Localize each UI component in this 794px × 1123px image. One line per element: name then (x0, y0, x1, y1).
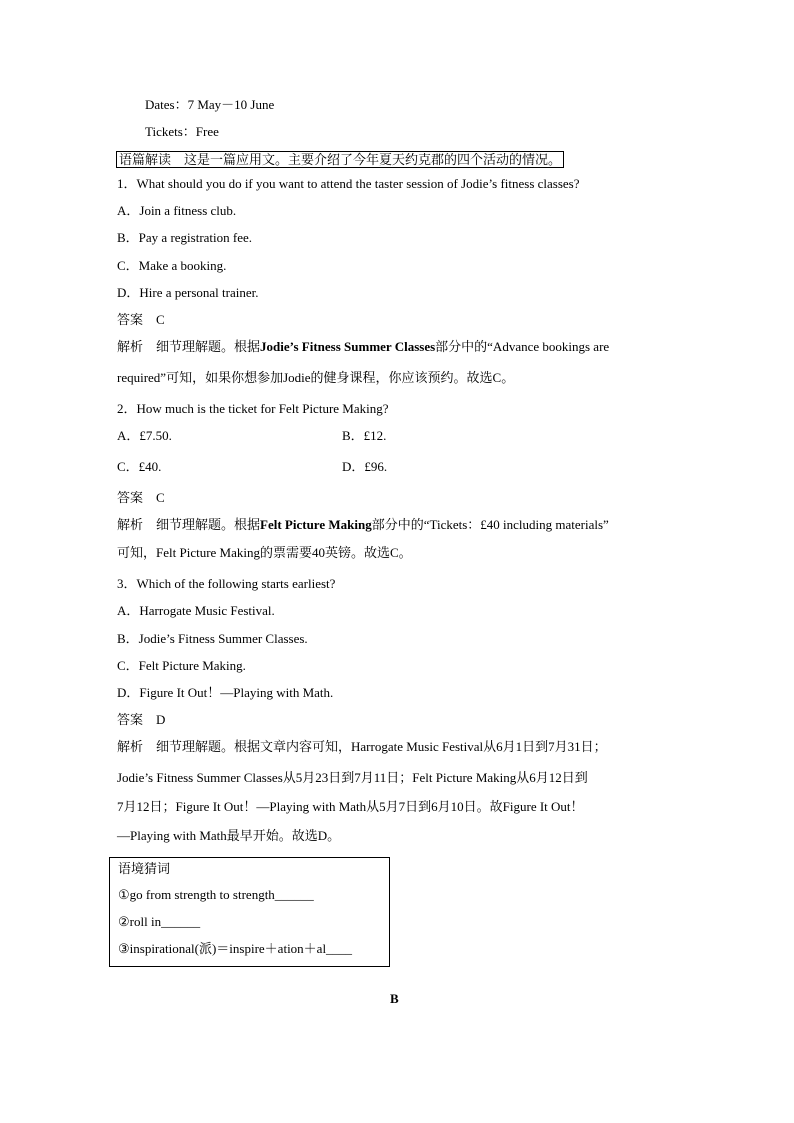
q1-option-a: A．Join a fitness club. (117, 203, 237, 218)
q3-analysis-line4: —Playing with Math最早开始。故选D。 (117, 828, 341, 843)
q1-option-c: C．Make a booking. (117, 258, 227, 273)
vocab-title: 语境猜词 (118, 861, 171, 876)
q3-option-a: A．Harrogate Music Festival. (117, 603, 275, 618)
q3-option-b: B．Jodie’s Fitness Summer Classes. (117, 631, 308, 646)
q3-analysis-line3: 7月12日；Figure It Out！—Playing with Math从5月7日到6月10日。故Figure It Out！ (117, 799, 584, 814)
q2-option-c: C．£40. (117, 459, 162, 474)
q2-option-b: B．£12. (342, 428, 387, 443)
vocab-item: ①go from strength to strength______ (118, 887, 314, 902)
vocab-item: ②roll in______ (118, 914, 201, 929)
q3-analysis-line1: 解析 细节理解题。根据文章内容可知，Harrogate Music Festival从6月1日到7月31日； (117, 739, 607, 754)
q2-option-a: A．£7.50. (117, 428, 172, 443)
q1-analysis-post: 部分中的“Advance bookings are (435, 339, 610, 354)
q1-analysis-bold: Jodie’s Fitness Summer Classes (260, 339, 436, 354)
reading-note-box: 语篇解读 这是一篇应用文。主要介绍了今年夏天约克郡的四个活动的情况。 (116, 151, 564, 168)
tickets-line: Tickets：Free (145, 124, 219, 139)
q3-option-d: D．Figure It Out！—Playing with Math. (117, 685, 334, 700)
q1-analysis-line2: required”可知，如果你想参加Jodie的健身课程，你应该预约。故选C。 (117, 370, 515, 385)
q3-answer: 答案 D (117, 712, 166, 727)
q2-analysis-post: 部分中的“Tickets：£40 including materials” (371, 517, 609, 532)
q2-analysis-line2: 可知，Felt Picture Making的票需要40英镑。故选C。 (117, 545, 412, 560)
q2-analysis-line1 (117, 517, 609, 533)
q2-option-d: D．£96. (342, 459, 388, 474)
q1-analysis-pre: 解析 细节理解题。根据 (117, 339, 261, 354)
vocab-box (109, 857, 390, 967)
q2-analysis-bold: Felt Picture Making (260, 517, 372, 532)
vocab-item: ③inspirational(派)＝inspire＋ation＋al____ (118, 941, 353, 956)
dates-line: Dates：7 May－10 June (145, 97, 275, 112)
q3-stem: 3．Which of the following starts earliest? (117, 576, 336, 591)
q2-stem: 2．How much is the ticket for Felt Picture Making? (117, 401, 389, 416)
q1-answer: 答案 C (117, 312, 165, 327)
section-letter: B (390, 991, 399, 1006)
q1-option-d: D．Hire a personal trainer. (117, 285, 259, 300)
q2-analysis-pre: 解析 细节理解题。根据 (117, 517, 261, 532)
q2-answer: 答案 C (117, 490, 165, 505)
q3-analysis-line2: Jodie’s Fitness Summer Classes从5月23日到7月11日；Felt Picture Making从6月12日到 (117, 770, 588, 785)
q1-analysis-line1 (117, 339, 609, 355)
q1-option-b: B．Pay a registration fee. (117, 230, 253, 245)
q3-option-c: C．Felt Picture Making. (117, 658, 246, 673)
q1-stem: 1．What should you do if you want to attend the taster session of Jodie’s fitness classes? (117, 176, 580, 191)
